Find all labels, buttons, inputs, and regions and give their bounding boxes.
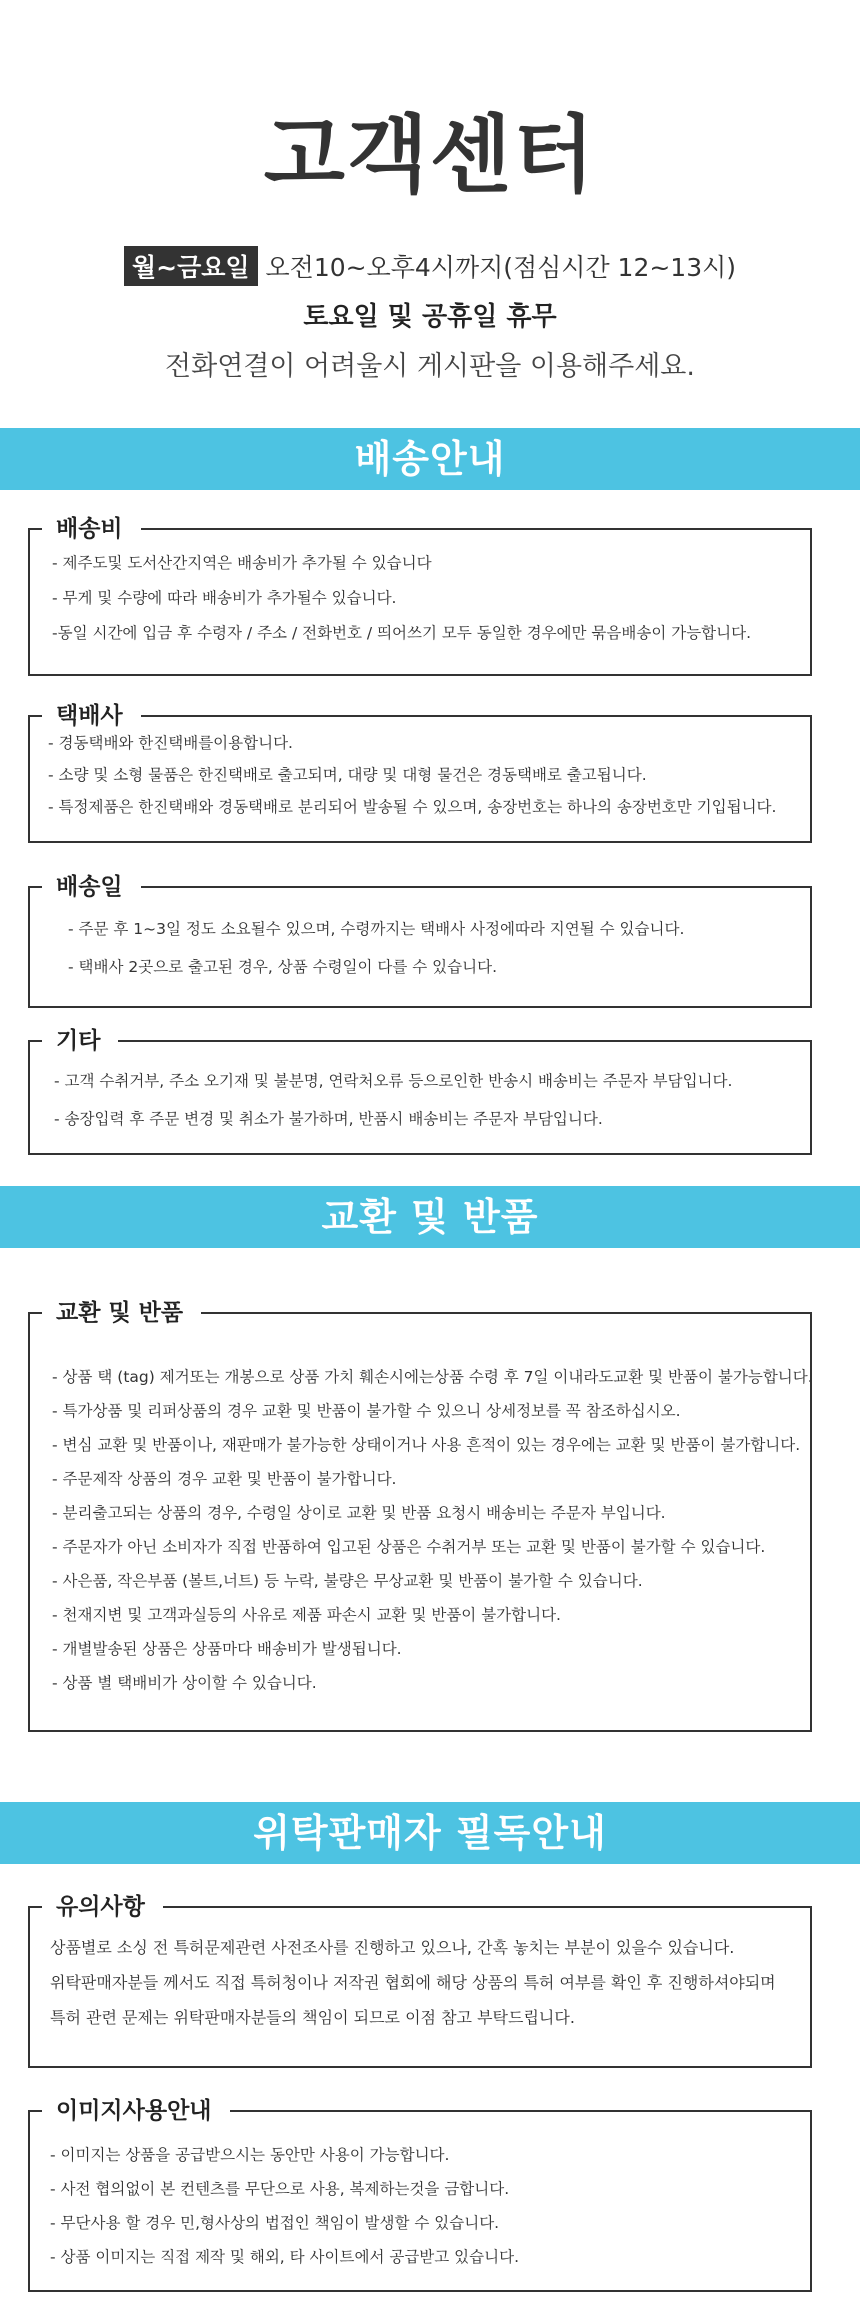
- list-item: - 특가상품 및 리퍼상품의 경우 교환 및 반품이 불가할 수 있으니 상세정보를 꼭 참조하십시오.: [52, 1402, 681, 1420]
- list-item: - 상품 택 (tag) 제거또는 개봉으로 상품 가치 훼손시에는상품 수령 후 7일 이내라도교환 및 반품이 불가능합니다.: [52, 1368, 813, 1386]
- notice-line: 특허 관련 문제는 위탁판매자분들의 책임이 되므로 이점 참고 부탁드립니다.: [50, 2008, 575, 2027]
- list-item: - 변심 교환 및 반품이나, 재판매가 불가능한 상태이거나 사용 흔적이 있는 경우에는 교환 및 반품이 불가합니다.: [52, 1436, 801, 1454]
- contact-notice: 전화연결이 어려울시 게시판을 이용해주세요.: [165, 351, 695, 382]
- list-item: - 특정제품은 한진택배와 경동택배로 분리되어 발송될 수 있으며, 송장번호는 하나의 송장번호만 기입됩니다.: [48, 798, 777, 816]
- section-title: 배송일: [42, 870, 141, 904]
- section-title: 이미지사용안내: [42, 2094, 230, 2128]
- section-title: 택배사: [42, 699, 141, 733]
- image-usage-section: [28, 2098, 812, 2292]
- courier-list: [30, 727, 810, 823]
- etc-list: [30, 1062, 810, 1138]
- notice-section: [28, 1894, 812, 2068]
- consignment-banner: 위탁판매자 필독안내: [0, 1802, 860, 1864]
- notice-line: 상품별로 소싱 전 특허문제관련 사전조사를 진행하고 있으나, 간혹 놓치는 부분이 있을수 있습니다.: [50, 1938, 735, 1957]
- section-title: 기타: [42, 1024, 118, 1058]
- shipping-banner: 배송안내: [0, 428, 860, 490]
- exchange-banner: 교환 및 반품: [0, 1186, 860, 1248]
- list-item: - 이미지는 상품을 공급받으시는 동안만 사용이 가능합니다.: [50, 2146, 450, 2164]
- holiday-notice: 토요일 및 공휴일 휴무: [303, 302, 557, 332]
- list-item: - 무단사용 할 경우 민,형사상의 법접인 책임이 발생할 수 있습니다.: [50, 2214, 500, 2232]
- courier-section: [28, 703, 812, 843]
- delivery-days-list: [30, 910, 810, 986]
- shipping-fee-list: [30, 546, 810, 651]
- list-item: - 주문제작 상품의 경우 교환 및 반품이 불가합니다.: [52, 1470, 397, 1488]
- list-item: - 경동택배와 한진택배를이용합니다.: [48, 734, 293, 752]
- delivery-days-section: [28, 874, 812, 1008]
- list-item: - 분리출고되는 상품의 경우, 수령일 상이로 교환 및 반품 요청시 배송비는 주문자 부입니다.: [52, 1504, 666, 1522]
- list-item: - 고객 수취거부, 주소 오기재 및 불분명, 연락처오류 등으로인한 반송시 배송비는 주문자 부담입니다.: [54, 1072, 733, 1090]
- notice-body: [50, 1930, 794, 2035]
- list-item: - 택배사 2곳으로 출고된 경우, 상품 수령일이 다를 수 있습니다.: [68, 958, 498, 976]
- list-item: - 상품 이미지는 직접 제작 및 해외, 타 사이트에서 공급받고 있습니다.: [50, 2248, 519, 2266]
- list-item: -동일 시간에 입금 후 수령자 / 주소 / 전화번호 / 띄어쓰기 모두 동일한 경우에만 묶음배송이 가능합니다.: [52, 624, 752, 642]
- notice-line: 위탁판매자분들 께서도 직접 특허청이나 저작권 협회에 해당 상품의 특허 여부를 확인 후 진행하셔야되며: [50, 1973, 776, 1992]
- list-item: - 천재지변 및 고객과실등의 사유로 제품 파손시 교환 및 반품이 불가합니다.: [52, 1606, 561, 1624]
- list-item: - 제주도및 도서산간지역은 배송비가 추가될 수 있습니다: [52, 554, 432, 572]
- list-item: - 상품 별 택배비가 상이할 수 있습니다.: [52, 1674, 317, 1692]
- page-title: 고객센터: [263, 106, 597, 204]
- shipping-fee-section: [28, 516, 812, 676]
- exchange-list: [30, 1360, 813, 1700]
- exchange-section: [28, 1300, 813, 1732]
- section-title: 유의사항: [42, 1890, 163, 1924]
- business-hours: [0, 246, 860, 286]
- business-hours-text: 오전10~오후4시까지(점심시간 12~13시): [265, 253, 737, 282]
- list-item: - 송장입력 후 주문 변경 및 취소가 불가하며, 반품시 배송비는 주문자 부담입니다.: [54, 1110, 603, 1128]
- list-item: - 사전 협의없이 본 컨텐츠를 무단으로 사용, 복제하는것을 금합니다.: [50, 2180, 510, 2198]
- list-item: - 무게 및 수량에 따라 배송비가 추가될수 있습니다.: [52, 589, 397, 607]
- weekday-badge: 월~금요일: [124, 246, 258, 286]
- list-item: - 주문자가 아닌 소비자가 직접 반품하여 입고된 상품은 수취거부 또는 교환 및 반품이 불가할 수 있습니다.: [52, 1538, 766, 1556]
- list-item: - 사은품, 작은부품 (볼트,너트) 등 누락, 불량은 무상교환 및 반품이 불가할 수 있습니다.: [52, 1572, 643, 1590]
- list-item: - 개별발송된 상품은 상품마다 배송비가 발생됩니다.: [52, 1640, 402, 1658]
- list-item: - 주문 후 1~3일 정도 소요될수 있으며, 수령까지는 택배사 사정에따라 지연될 수 있습니다.: [68, 920, 685, 938]
- image-usage-list: [30, 2138, 810, 2274]
- list-item: - 소량 및 소형 물품은 한진택배로 출고되며, 대량 및 대형 물건은 경동택배로 출고됩니다.: [48, 766, 647, 784]
- etc-section: [28, 1028, 812, 1155]
- section-title: 배송비: [42, 512, 141, 546]
- section-title: 교환 및 반품: [42, 1296, 201, 1330]
